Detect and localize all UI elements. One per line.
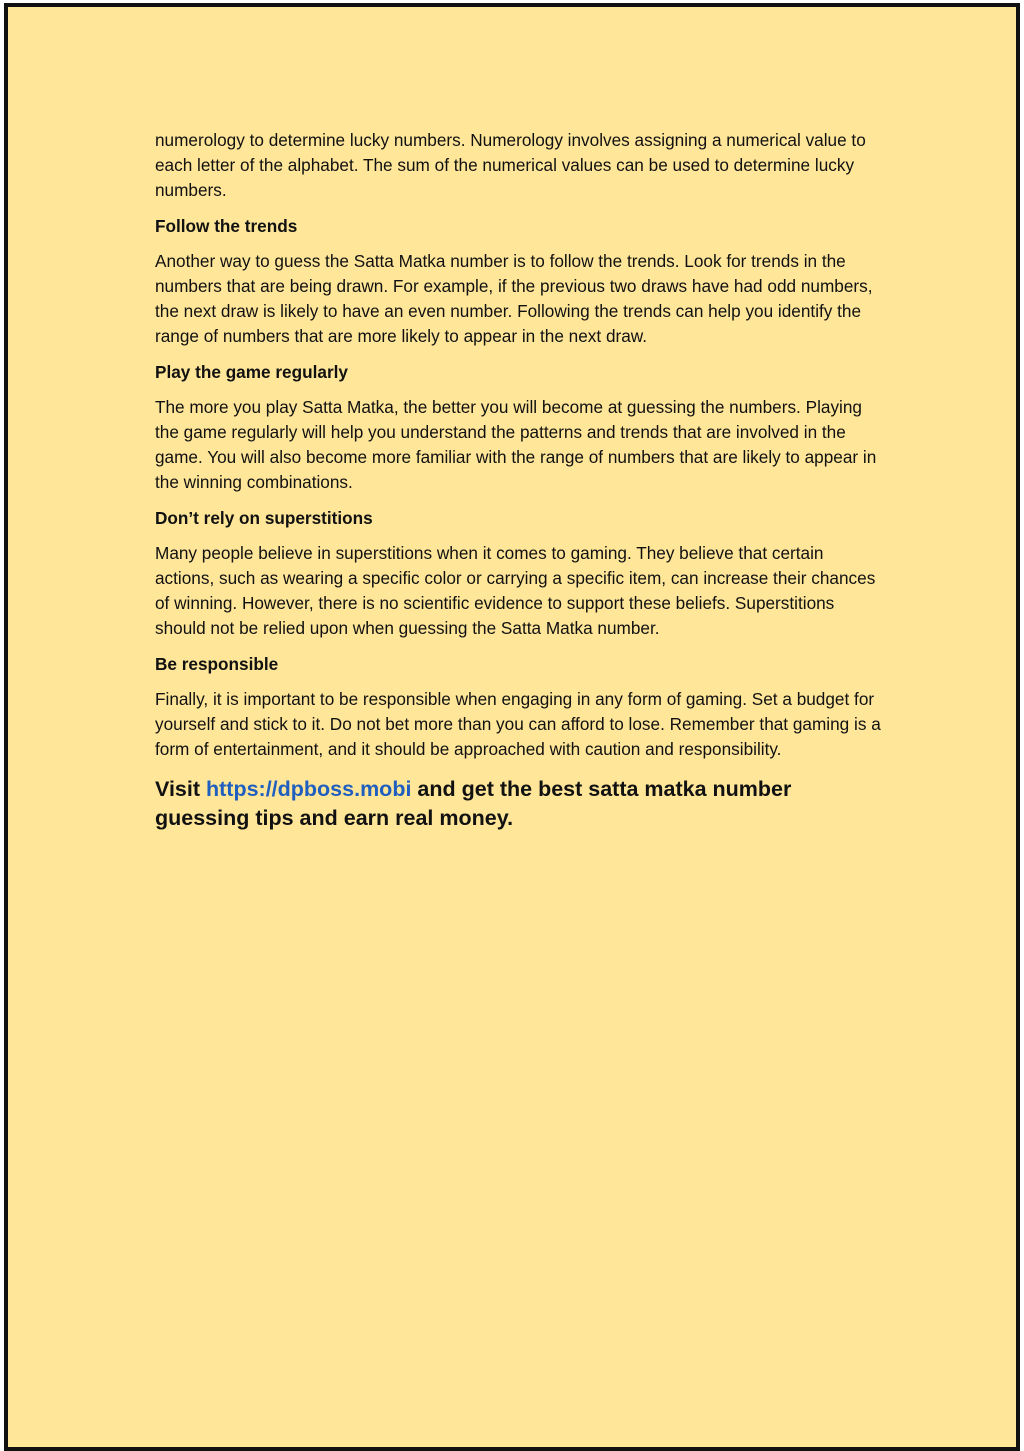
dpboss-link[interactable]: https://dpboss.mobi: [206, 777, 412, 802]
section-body-play-regularly: The more you play Satta Matka, the better you will become at guessing the numbers. Playing the game regularly will help you understand the patterns and trends that are involved in the game. You will also become more familiar with the range of numbers that are likely to appear in the winning combinations.: [155, 396, 877, 493]
intro-paragraph: numerology to determine lucky numbers. Numerology involves assigning a numerical value to each letter of the alphabet. The sum of the numerical values can be used to determine lucky numbers.: [155, 130, 866, 201]
cta-suffix: and get the best satta matka number guessing tips and earn real money.: [155, 777, 792, 831]
cta-prefix: Visit: [155, 777, 201, 802]
document-page: [4, 3, 1020, 1451]
section-heading-superstitions: Don’t rely on superstitions: [155, 507, 373, 528]
section-body-be-responsible: Finally, it is important to be responsible when engaging in any form of gaming. Set a budget for yourself and stick to it. Do not bet more than you can afford to lose. Remember that gaming is a form of entertainment, and it should be approached with caution and responsibility.: [155, 688, 881, 760]
document-content: [155, 128, 885, 833]
section-heading-play-regularly: Play the game regularly: [155, 361, 348, 382]
call-to-action: [155, 775, 885, 833]
section-body-follow-trends: Another way to guess the Satta Matka number is to follow the trends. Look for trends in the numbers that are being drawn. For example, if the previous two draws have had odd numbers, the next draw is likely to have an even number. Following the trends can help you identify the range of numbers that are more likely to appear in the next draw.: [155, 250, 873, 347]
section-heading-follow-trends: Follow the trends: [155, 215, 298, 236]
section-heading-be-responsible: Be responsible: [155, 653, 279, 674]
section-body-superstitions: Many people believe in superstitions when it comes to gaming. They believe that certain actions, such as wearing a specific color or carrying a specific item, can increase their chances of winning. However, there is no scientific evidence to support these beliefs. Superstitions should not be relied upon when guessing the Satta Matka number.: [155, 542, 876, 639]
